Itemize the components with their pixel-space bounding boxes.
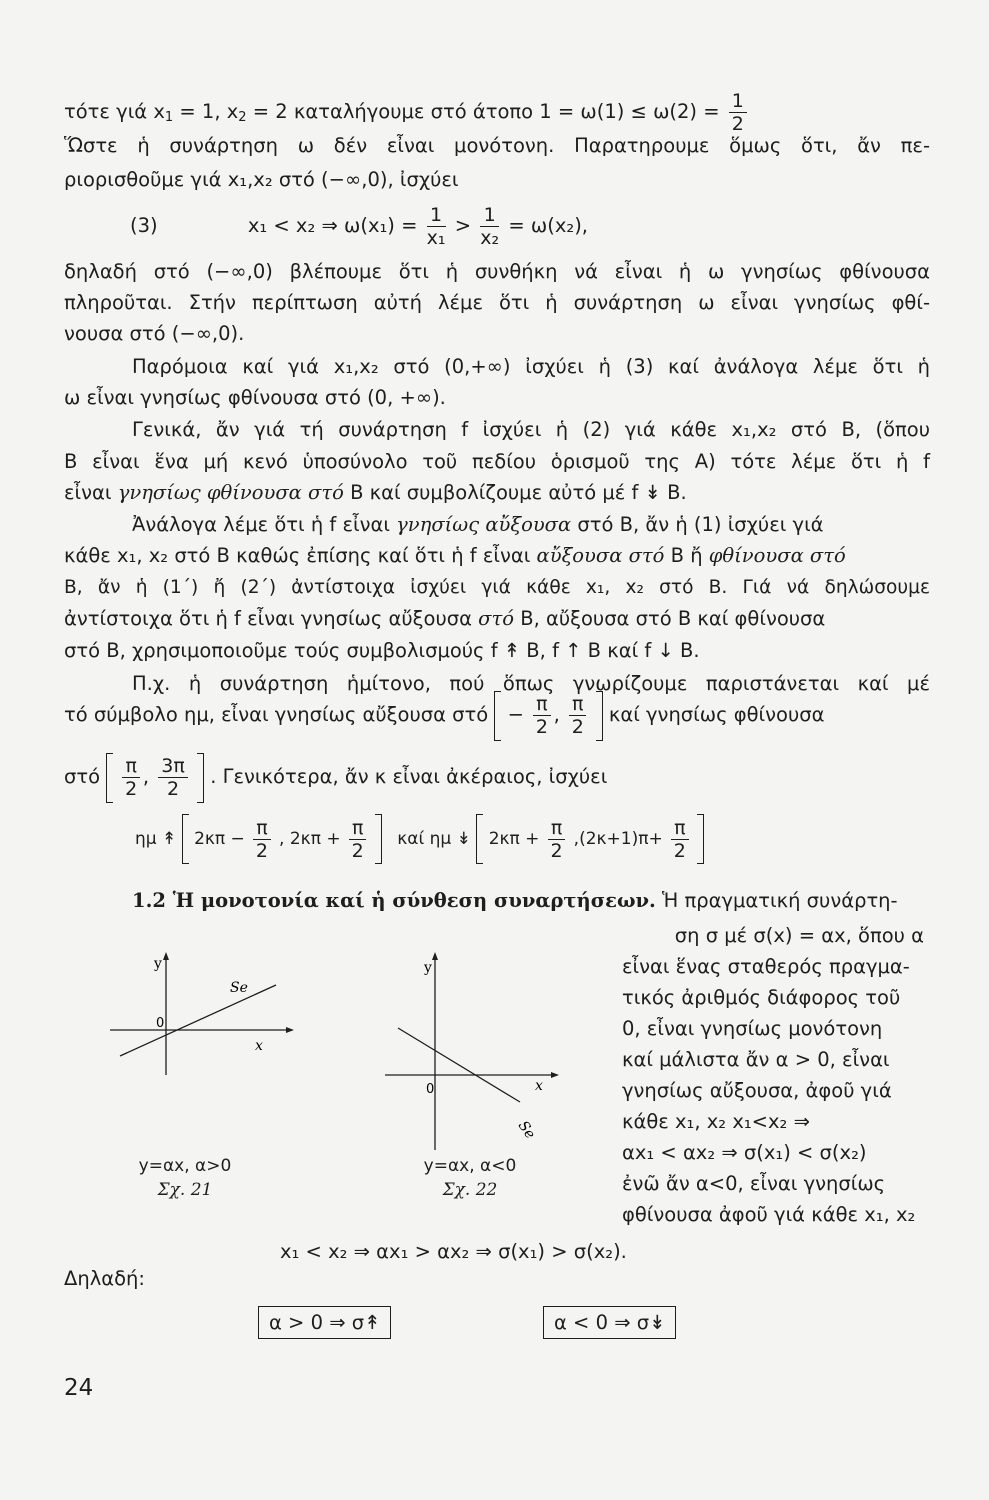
x-label: x — [255, 1038, 263, 1054]
fraction-num: π — [671, 817, 688, 840]
text-line-3: ριορισθοῦμε γιά x₁,x₂ στό (−∞,0), ἰσχύει — [64, 168, 459, 191]
fraction-num: π — [569, 693, 586, 716]
text-line-21 — [135, 814, 989, 866]
box-alpha-positive: α > 0 ⇒ σ↟ — [258, 1306, 391, 1339]
side-line: ση σ μέ σ(x) = αx, ὅπου α — [674, 924, 924, 947]
fraction-den: 2 — [167, 778, 180, 800]
line-14-c: Β ἤ — [664, 544, 709, 567]
side-line: εἶναι ἕνας σταθερός πραγμα- — [622, 955, 910, 978]
y-axis-arrow — [432, 952, 438, 960]
fraction-one-half — [729, 90, 747, 135]
text-line-20 — [64, 752, 930, 804]
bracket-right — [197, 753, 204, 803]
box-alpha-negative: α < 0 ⇒ σ↡ — [543, 1306, 676, 1339]
line-21-b: 2κπ − — [194, 829, 245, 849]
equation-label: (3) — [130, 214, 158, 237]
line-21-a: ημ ↟ — [135, 829, 177, 849]
fraction-num: 1 — [729, 90, 747, 113]
fraction-num: π — [533, 693, 550, 716]
line-21-f: ,(2κ+1)π+ — [573, 829, 663, 849]
text-line-6: πληροῦται. Στήν περίπτωση αὐτή λέμε ὅτι ἡ συνάρτηση ω εἶναι γνησίως φθί- — [64, 291, 930, 314]
line-20-c: . Γενικότερα, ἄν κ εἶναι ἀκέραιος, ἰσχύει — [210, 765, 608, 788]
fraction-den: 2 — [571, 716, 584, 738]
section-rest: Ἡ πραγματική συνάρτη- — [655, 889, 898, 912]
fraction-den: 2 — [673, 839, 686, 862]
fraction-num: π — [122, 755, 139, 778]
fraction-pi-over-2 — [253, 817, 270, 862]
origin-label: 0 — [156, 1016, 165, 1031]
fraction-3pi-over-2 — [158, 755, 188, 800]
caption-equation: y=αx, α>0 — [138, 1156, 232, 1176]
line-13-c: στό Β, ἄν ἡ (1) ἰσχύει γιά — [571, 513, 824, 536]
line-14-a: κάθε x₁, x₂ στό Β καθώς ἐπίσης καί ὅτι ἡ f εἶναι — [64, 544, 537, 567]
line-12-a: εἶναι — [64, 481, 118, 504]
line-16-a: ἀντίστοιχα ὅτι ἡ f εἶναι γνησίως αὔξουσα — [64, 607, 479, 630]
fraction-1-over-x2 — [480, 204, 499, 249]
comma: , — [553, 703, 560, 726]
fraction-pi-over-2 — [569, 693, 586, 738]
figure-21-plot — [100, 950, 300, 1080]
fraction-den: 2 — [351, 839, 364, 862]
caption-label: Σχ. 21 — [157, 1180, 213, 1200]
line-13-italic: γνησίως αὔξουσα — [396, 513, 572, 536]
text-line-7: νουσα στό (−∞,0). — [64, 322, 245, 345]
page-number: 24 — [64, 1375, 94, 1401]
fraction-1-over-x1 — [427, 204, 446, 249]
side-line: ἐνῶ ἄν α<0, εἶναι γνησίως — [622, 1172, 886, 1195]
x-axis-arrow — [551, 1072, 559, 1078]
line-16-c: Β, αὔξουσα στό Β καί φθίνουσα — [514, 607, 826, 630]
graph-line-increasing — [120, 985, 276, 1056]
fraction-den: 2 — [125, 778, 138, 800]
x-axis-arrow — [286, 1027, 294, 1033]
figure-21-caption — [120, 1156, 250, 1200]
side-line: φθίνουσα ἀφοῦ γιά κάθε x₁, x₂ — [622, 1203, 916, 1226]
line-label: Se — [514, 1118, 539, 1142]
line-14-italic-1: αὔξουσα στό — [536, 544, 665, 567]
equation-mid: > — [454, 214, 478, 237]
equation-left: x₁ < x₂ ⇒ ω(x₁) = — [247, 214, 424, 237]
fraction-num: 3π — [158, 755, 188, 778]
fraction-num: 1 — [480, 204, 499, 227]
line-19-c: καί γνησίως φθίνουσα — [608, 703, 825, 726]
caption-label: Σχ. 22 — [442, 1180, 498, 1200]
side-line: καί μάλιστα ἄν α > 0, εἶναι — [622, 1048, 890, 1071]
text-line-11: Β εἶναι ἕνα μή κενό ὑποσύνολο τοῦ πεδίου ὁρισμοῦ της Α) τότε λέμε ὅτι ἡ f — [64, 450, 930, 473]
line-1-part-b: = 1, x — [173, 100, 239, 123]
fraction-den: 2 — [535, 716, 548, 738]
bracket-left — [494, 691, 501, 741]
line-13-a: Ἀνάλογα λέμε ὅτι ἡ f εἶναι — [132, 513, 397, 536]
figure-22-caption — [405, 1156, 535, 1200]
line-12-c: Β καί συμβολίζουμε αὐτό μέ f ↡ Β. — [343, 481, 687, 504]
side-line: αx₁ < αx₂ ⇒ σ(x₁) < σ(x₂) — [622, 1141, 867, 1164]
origin-label: 0 — [426, 1082, 435, 1097]
fraction-pi-over-2 — [548, 817, 565, 862]
text-line-17: στό Β, χρησιμοποιοῦμε τούς συμβολισμούς f ↟ Β, f ↑ Β καί f ↓ Β. — [64, 639, 700, 662]
bracket-left — [182, 814, 189, 864]
line-14-italic-2: φθίνουσα στό — [708, 544, 846, 567]
fraction-den: x₂ — [480, 227, 500, 249]
side-line: τικός ἀριθμός διάφορος τοῦ — [622, 986, 901, 1009]
bracket-right — [596, 691, 603, 741]
text-line-14 — [64, 542, 930, 570]
bracket-right — [697, 814, 704, 864]
line-21-e: 2κπ + — [488, 829, 540, 849]
fraction-den: 2 — [731, 113, 744, 135]
line-1-part-a: τότε γιά x — [64, 100, 165, 123]
figure-22-plot — [380, 950, 580, 1150]
equation-right: = ω(x₂), — [508, 214, 588, 237]
fraction-pi-over-2 — [122, 755, 139, 800]
section-title: 1.2 Ἡ μονοτονία καί ἡ σύνθεση συναρτήσεων. — [132, 889, 656, 912]
fraction-pi-over-2 — [533, 693, 550, 738]
side-column — [622, 922, 924, 1228]
bracket-left — [476, 814, 483, 864]
fraction-num: π — [253, 817, 270, 840]
comma: , — [142, 765, 150, 788]
side-line: γνησίως αὔξουσα, ἀφοῦ γιά — [622, 1079, 892, 1102]
y-label: y — [424, 960, 432, 976]
text-line-16 — [64, 605, 930, 633]
fraction-den: 2 — [550, 839, 563, 862]
fraction-den: x₁ — [426, 227, 446, 249]
final-equation: x₁ < x₂ ⇒ αx₁ > αx₂ ⇒ σ(x₁) > σ(x₂). — [280, 1240, 627, 1263]
side-line: 0, εἶναι γνησίως μονότονη — [622, 1017, 883, 1040]
text-line-9: ω εἶναι γνησίως φθίνουσα στό (0, +∞). — [64, 386, 446, 409]
text-line-10: Γενικά, ἄν γιά τή συνάρτηση f ἰσχύει ἡ (2) γιά κάθε x₁,x₂ στό Β, (ὅπου — [132, 418, 930, 441]
y-axis-arrow — [163, 952, 169, 960]
line-12-italic: γνησίως φθίνουσα στό — [117, 481, 344, 504]
line-21-c: , 2κπ + — [279, 829, 341, 849]
fraction-den: 2 — [255, 839, 268, 862]
line-21-d: καί ημ ↡ — [397, 829, 471, 849]
dilada-label: Δηλαδή: — [64, 1267, 145, 1290]
equation-3 — [130, 204, 588, 249]
text-line-13 — [132, 511, 930, 539]
fraction-num: 1 — [427, 204, 446, 227]
text-line-12 — [64, 479, 930, 507]
minus-sign: − — [507, 703, 524, 726]
line-1-part-c: = 2 καταλήγουμε στό άτοπο 1 = ω(1) ≤ ω(2) = — [246, 100, 726, 123]
text-line-18: Π.χ. ἡ συνάρτηση ἡμίτονο, πού ὅπως γνωρίζουμε παριστάνεται καί μέ — [132, 672, 930, 695]
text-line-19 — [64, 690, 930, 742]
text-line-2: Ὥστε ἡ συνάρτηση ω δέν εἶναι μονότονη. Παρατηρουμε ὅμως ὅτι, ἄν πε- — [64, 134, 930, 157]
fraction-num: π — [349, 817, 366, 840]
fraction-pi-over-2 — [671, 817, 688, 862]
line-label: Se — [230, 980, 248, 996]
x-label: x — [535, 1078, 543, 1094]
bracket-left — [106, 753, 113, 803]
line-20-a: στό — [64, 765, 101, 788]
line-19-a: τό σύμβολο ημ, εἶναι γνησίως αὔξουσα στό — [64, 703, 489, 726]
fraction-num: π — [548, 817, 565, 840]
fraction-pi-over-2 — [349, 817, 366, 862]
text-line-5: δηλαδή στό (−∞,0) βλέπουμε ὅτι ἡ συνθήκη νά εἶναι ἡ ω γνησίως φθίνουσα — [64, 260, 930, 283]
line-16-italic: στό — [478, 607, 514, 630]
caption-equation: y=αx, α<0 — [423, 1156, 517, 1176]
y-label: y — [154, 956, 162, 972]
bracket-right — [375, 814, 382, 864]
text-line-15: Β, ἄν ἡ (1΄) ἤ (2΄) ἀντίστοιχα ἰσχύει γιά κάθε x₁, x₂ στό Β. Γιά νά δηλώσουμε — [64, 577, 930, 598]
side-line: κάθε x₁, x₂ x₁<x₂ ⇒ — [622, 1110, 810, 1133]
text-line-1: τότε γιά $x_1 = 1$, $x_2 = 2$ καταλήγουμε στό άτοπο 1 = ω(1) ≤ ω(2) = $\frac{1}{2}$ — [64, 90, 930, 135]
text-line-8: Παρόμοια καί γιά x₁,x₂ στό (0,+∞) ἰσχύει ἡ (3) καί ἀνάλογα λέμε ὅτι ἡ — [132, 355, 930, 378]
section-heading-line — [132, 887, 930, 915]
graph-line-decreasing — [398, 1028, 520, 1102]
